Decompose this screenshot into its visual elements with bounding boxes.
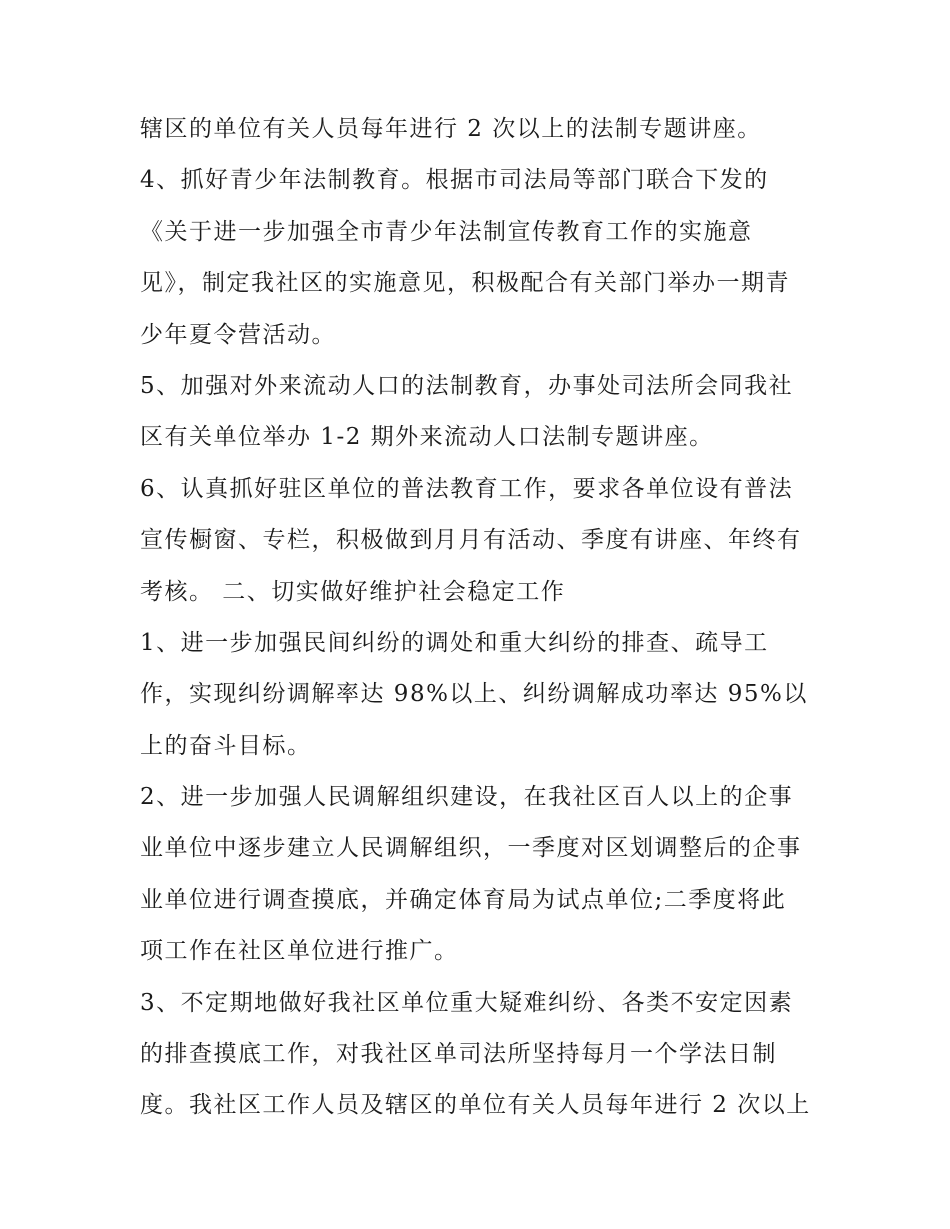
text-line: 《关于进一步加强全市青少年法制宣传教育工作的实施意 (140, 218, 753, 245)
text-line: 5、加强对外来流动人口的法制教育，办事处司法所会同我社 (140, 372, 794, 399)
text-line: 业单位中逐步建立人民调解组织，一季度对区划调整后的企事 (140, 835, 802, 862)
text-line: 上的奋斗目标。 (140, 732, 312, 759)
text-line: 宣传橱窗、专栏，积极做到月月有活动、季度有讲座、年终有 (140, 527, 802, 554)
text-line: 项工作在社区单位进行推广。 (140, 938, 459, 965)
document-body (140, 104, 820, 1132)
text-line: 3、不定期地做好我社区单位重大疑难纠纷、各类不安定因素 (140, 989, 794, 1016)
text-line: 4、抓好青少年法制教育。根据市司法局等部门联合下发的 (140, 167, 769, 194)
text-line: 的排查摸底工作，对我社区单司法所坚持每月一个学法日制 (140, 1041, 777, 1068)
text-line: 考核。 二、切实做好维护社会稳定工作 (140, 578, 566, 605)
text-line: 作，实现纠纷调解率达 98%以上、纠纷调解成功率达 95%以 (140, 681, 808, 708)
text-line: 区有关单位举办 1-2 期外来流动人口法制专题讲座。 (140, 424, 714, 451)
text-line: 1、进一步加强民间纠纷的调处和重大纠纷的排查、疏导工 (140, 629, 769, 656)
text-line: 见》，制定我社区的实施意见，积极配合有关部门举办一期青 (140, 270, 790, 297)
text-line: 业单位进行调查摸底，并确定体育局为试点单位;二季度将此 (140, 886, 787, 913)
text-line: 度。我社区工作人员及辖区的单位有关人员每年进行 2 次以上 (140, 1092, 811, 1119)
text-line: 少年夏令营活动。 (140, 321, 336, 348)
text-line: 辖区的单位有关人员每年进行 2 次以上的法制专题讲座。 (140, 116, 762, 142)
text-line: 6、认真抓好驻区单位的普法教育工作，要求各单位设有普法 (140, 475, 794, 502)
text-line: 2、进一步加强人民调解组织建设，在我社区百人以上的企事 (140, 784, 794, 811)
